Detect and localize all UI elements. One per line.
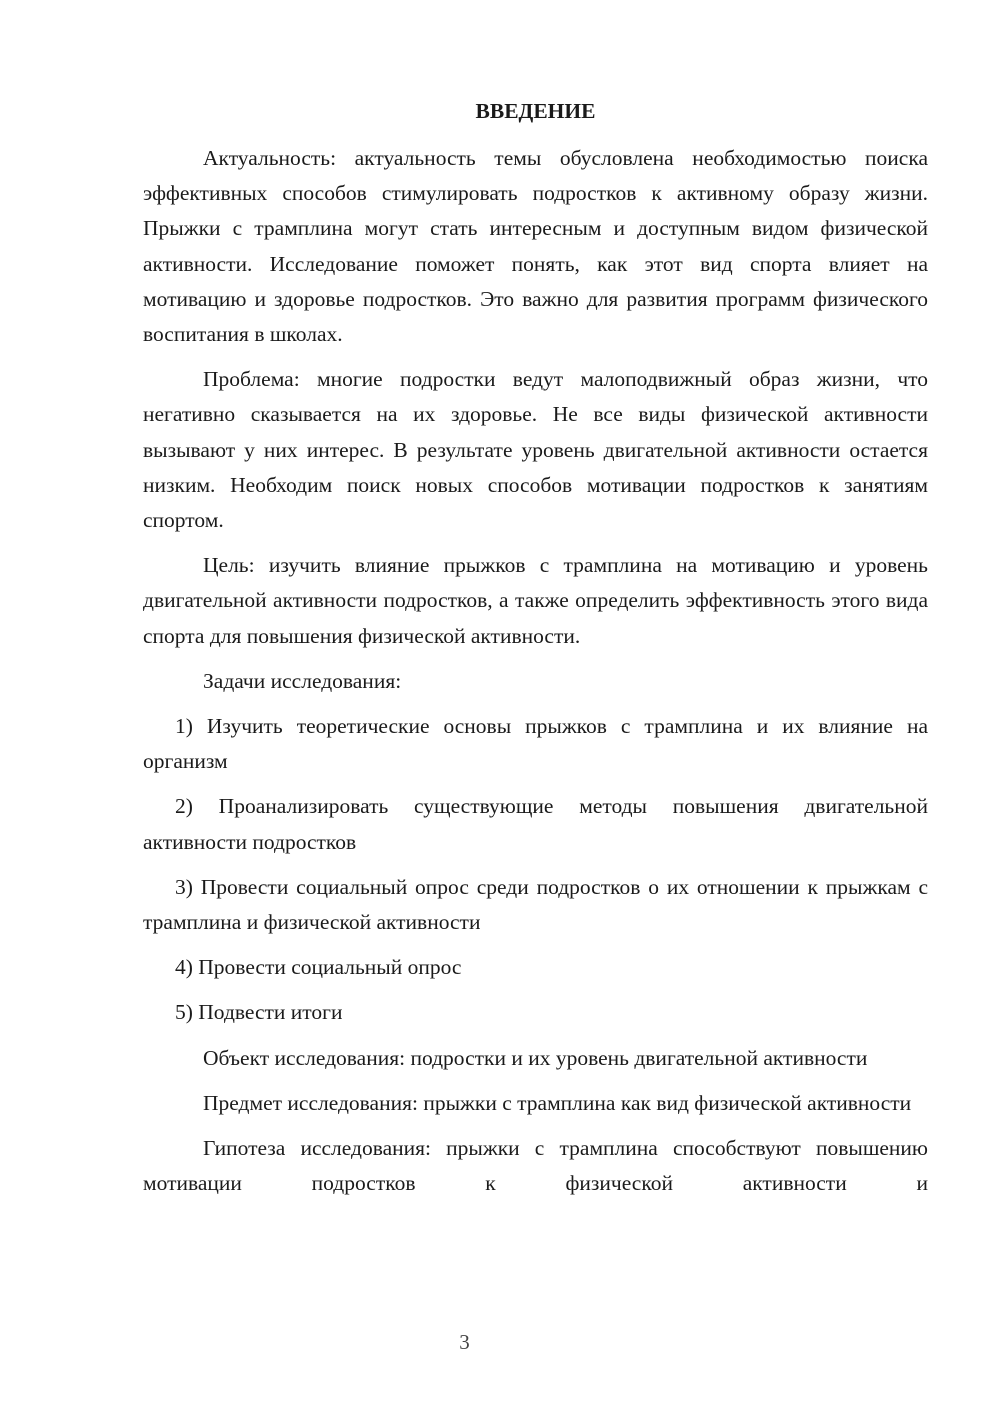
tasks-heading: Задачи исследования: <box>203 668 402 693</box>
task-item-1: 1) Изучить теоретические основы прыжков с трамплина и их влияние на организм <box>143 714 928 774</box>
section-title: ВВЕДЕНИЕ <box>475 99 596 123</box>
hypothesis-paragraph: Гипотеза исследования: прыжки с трамплина способствуют повышению мотивации подростков к физической активности и <box>143 1136 928 1196</box>
relevance-paragraph: Актуальность: актуальность темы обусловлена необходимостью поиска эффективных способов стимулировать подростков к активному образу жизни. Прыжки с трамплина могут стать интересным и доступным видом физической активности. Исследование поможет понять, как этот вид спорта влияет на мотивацию и здоровье подростков. Это важно для развития программ физического воспитания в школах. <box>143 146 928 347</box>
page-number: 3 <box>459 1330 470 1354</box>
goal-paragraph: Цель: изучить влияние прыжков с трамплина на мотивацию и уровень двигательной активности подростков, а также определить эффективность этого вида спорта для повышения физической активности. <box>143 553 928 648</box>
problem-paragraph: Проблема: многие подростки ведут малоподвижный образ жизни, что негативно сказывается на их здоровье. Не все виды физической активности вызывают у них интерес. В результате уровень двигательной активности остается низким. Необходим поиск новых способов мотивации подростков к занятиям спортом. <box>143 367 928 533</box>
task-item-4: 4) Провести социальный опрос <box>175 955 462 980</box>
task-item-3: 3) Провести социальный опрос среди подростков о их отношении к прыжкам с трамплина и физической активности <box>143 874 928 935</box>
task-item-2: 2) Проанализировать существующие методы повышения двигательной активности подростков <box>143 794 928 854</box>
subject-paragraph: Предмет исследования: прыжки с трамплина как вид физической активности <box>203 1090 912 1115</box>
object-paragraph: Объект исследования: подростки и их уровень двигательной активности <box>203 1045 868 1070</box>
page-content <box>143 94 928 1201</box>
task-item-5: 5) Подвести итоги <box>175 1000 343 1025</box>
